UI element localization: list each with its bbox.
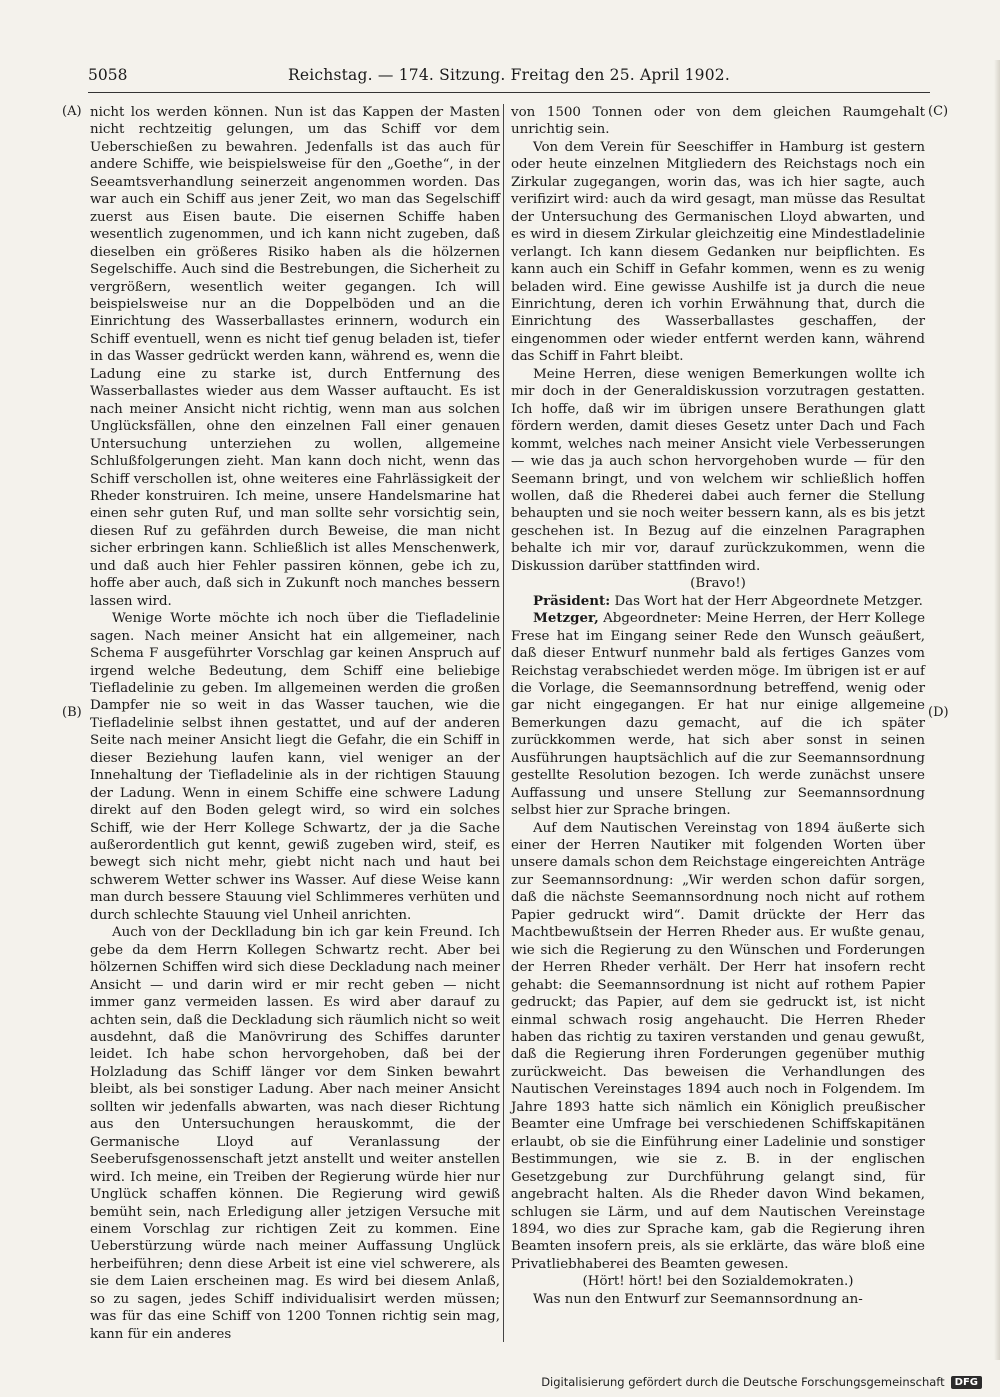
page-header [88, 66, 930, 88]
digitization-footer [541, 1375, 982, 1389]
speaker-name: Metzger, [533, 610, 599, 627]
paragraph-text: Auch von der Decklladung bin ich gar kein Freund. Ich gebe da dem Herrn Kollegen Schwartz recht. Aber bei hölzernen Schiffen wird sich diese Deckladung nach meiner Ansicht — und darin wird er mir recht geben — nicht immer ganz vermeiden lassen. Es wird aber darauf zu achten sein, daß die Deckladung sich räumlich nicht so weit ausdehnt, daß die Manövrirung des Schiffes darunter leidet. Ich habe schon hervorgehoben, daß bei der Holzladung das Schiff länger vor dem Sinken bewahrt bleibt, als bei sonstiger Ladung. Aber nach meiner Ansicht sollten wir jedenfalls abwarten, was nach dieser Richtung aus den Untersuchungen herauskommt, die der Germanische Lloyd auf Veranlassung der Seeberufsgenossenschaft jetzt anstellt und weiter anstellen wird. Ich meine, ein Treiben der Regierung würde hier nur Unglück schaffen können. Die Regierung wird gewiß bemüht sein, nach Erledigung aller jetzigen Versuche mit einem Vorschlag zur richtigen Zeit zu kommen. Eine Ueberstürzung würde nach meiner Auffassung Unglück herbeiführen; denn diese Arbeit ist eine viel schwerere, als sie dem Laien erscheinen mag. Es wird bei diesem Anlaß, so zu sagen, jedes Schiff individualisirt werden müssen; was für das eine Schiff von 1200 Tonnen richtig sein mag, kann für ein anderes [90, 925, 500, 1342]
speaker-name: Präsident: [533, 592, 611, 609]
paragraph [511, 820, 925, 1274]
paragraph-text: (Bravo!) [690, 576, 746, 592]
paragraph-text: Abgeordneter: Meine Herren, der Herr Kollege Frese hat im Eingang seiner Rede den Wunsch geäußert, daß dieser Entwurf nunmehr bald als fertiges Ganzes vom Reichstag verabschiedet werden möge. Im übrigen ist er auf die Vorlage, die Seemannsordnung betreffend, wenig oder gar nicht eingegangen. Er hat nur einige allgemeine Bemerkungen dazu gemacht, auf die ich später zurückkommen werde, hat sich aber sonst in seinen Ausführungen hauptsächlich auf die zur Seemannsordnung gestellte Resolution bezogen. Ich werde zunächst unsere Auffassung und unsere Stellung zur Seemannsordnung selbst hier zur Sprache bringen. [511, 611, 925, 819]
paragraph-text: (Hört! hört! bei den Sozialdemokraten.) [582, 1274, 854, 1290]
scan-edge [994, 60, 1000, 1360]
margin-mark-d: (D) [928, 705, 949, 720]
left-column [90, 104, 500, 1343]
speaker-paragraph [511, 610, 925, 819]
paragraph-text: Meine Herren, diese wenigen Bemerkungen wollte ich mir doch in der Generaldiskussion vorzutragen gestatten. Ich hoffe, daß wir im übrigen unsere Berathungen glatt fördern werden, damit dieses Gesetz unter Dach und Fach kommt, welches nach meiner Ansicht viele Verbesserungen — wie das ja auch schon hervorgehoben wurde — für den Seemann bringt, und von welchem wir schließlich hoffen wollen, daß die Rhederei dabei auch ferner die Stellung behaupten und sie noch weiter bessern kann, als es bis jetzt geschehen ist. In Bezug auf die einzelnen Paragraphen behalte ich mir vor, darauf zurückzukommen, wenn die Diskussion darüber stattfinden wird. [511, 366, 925, 574]
paragraph [511, 366, 925, 575]
margin-mark-a: (A) [62, 104, 82, 119]
header-rule [88, 92, 930, 93]
paragraph-text: nicht los werden können. Nun ist das Kappen der Masten nicht rechtzeitig gelungen, um das Schiff vor dem Ueberschießen zu bewahren. Jedenfalls ist das auch für andere Schiffe, wie beispielsweise für den „Goethe“, in der Seeamtsverhandlung seinerzeit angenommen worden. Das war auch ein Schiff aus jener Zeit, wo man das Segelschiff zuerst aus Eisen baute. Die eisernen Schiffe haben wesentlich zugenommen, und ich kann nicht zugeben, daß dieselben ein größeres Risiko haben als die hölzernen Segelschiffe. Auch sind die Bestrebungen, die Sicherheit zu vergrößern, wesentlich weiter gegangen. Ich will beispielsweise nur an die Doppelböden und an die Einrichtung des Wasserballastes erinnern, wodurch ein Schiff eventuell, wenn es nicht tief genug beladen ist, tiefer in das Wasser gedrückt werden kann, während es, wenn die Ladung eine zu starke ist, durch Entfernung des Wasserballastes wieder aus dem Wasser auftaucht. Es ist nach meiner Ansicht nicht richtig, wenn man aus solchen Unglücksfällen, ohne den einzelnen Fall einer genauen Untersuchung unterziehen zu wollen, allgemeine Schlußfolgerungen zieht. Man kann doch nicht, wenn das Schiff verschollen ist, ohne weiteres eine Fahrlässigkeit der Rheder konstruiren. Ich meine, unsere Handelsmarine hat einen sehr guten Ruf, und man sollte sehr vorsichtig sein, diesen Ruf zu gefährden durch Beweise, die man nicht sicher erbringen kann. Schließlich ist alles Menschenwerk, und daß auch hier Fehler passiren können, gebe ich zu, hoffe aber auch, daß sich in Zukunft noch manches bessern lassen wird. [90, 105, 500, 609]
paragraph-text: von 1500 Tonnen oder von dem gleichen Raumgehalt unrichtig sein. [511, 105, 925, 138]
paragraph [511, 104, 925, 139]
paragraph [90, 610, 500, 924]
page-number: 5058 [88, 66, 128, 84]
paragraph [511, 139, 925, 366]
paragraph-text: Das Wort hat der Herr Abgeordnete Metzger. [610, 593, 923, 609]
paragraph [511, 1273, 925, 1290]
paragraph-text: Wenige Worte möchte ich noch über die Tiefladelinie sagen. Nach meiner Ansicht hat ein allgemeiner, nach Schema F ausgeführter Vorschlag gar keinen Anspruch auf irgend welche Bedeutung, dem Schiff eine beliebige Tiefladelinie zu geben. Im allgemeinen werden die großen Dampfer nie so weit in das Wasser tauchen, wie die Tiefladelinie selbst ihnen gestattet, und auf der anderen Seite nach meiner Ansicht liegt die Gefahr, die ein Schiff in dieser Beziehung laufen kann, viel weniger an der Innehaltung der Tiefladelinie als in der richtigen Stauung der Ladung. Wenn in einem Schiffe eine schwere Ladung direkt auf den Boden gelegt wird, so wird ein solches Schiff, wie der Herr Kollege Schwartz, der ja die Sache außerordentlich gut kennt, gewiß zugeben wird, steif, es bewegt sich nicht mehr, giebt nicht nach und haut bei schwerem Wetter schwer ins Wasser. Auf diese Weise kann man durch bessere Stauung viel Schlimmeres verhüten und durch schlechte Stauung viel Unheil anrichten. [90, 611, 500, 923]
column-divider [503, 104, 504, 1342]
margin-mark-c: (C) [928, 104, 949, 119]
paragraph [90, 924, 500, 1343]
margin-mark-b: (B) [62, 705, 82, 720]
speaker-paragraph [511, 593, 925, 610]
paragraph [511, 575, 925, 592]
paragraph [90, 104, 500, 610]
paragraph [511, 1291, 925, 1308]
right-column [511, 104, 925, 1308]
dfg-logo: DFG [951, 1376, 982, 1389]
paragraph-text: Was nun den Entwurf zur Seemannsordnung an- [533, 1291, 863, 1307]
running-title: Reichstag. — 174. Sitzung. Freitag den 25. April 1902. [288, 66, 730, 84]
paragraph-text: Von dem Verein für Seeschiffer in Hamburg ist gestern oder heute einzelnen Mitgliedern des Reichstags noch ein Zirkular zugegangen, worin das, was ich hier sagte, auch verifizirt wird: auch da wird gesagt, man müsse das Resultat der Untersuchung des Germanischen Lloyd abwarten, und es wird in diesem Zirkular gleichzeitig eine Mindestladelinie verlangt. Ich kann diesem Gedanken nur beipflichten. Es kann auch ein Schiff in Gefahr kommen, wenn es zu wenig beladen wird. Eine gewisse Aushilfe ist ja durch die neue Einrichtung, deren ich vorhin Erwähnung that, durch die Einrichtung des Wasserballastes geschaffen, der eingenommen oder wieder entfernt werden kann, während das Schiff in Fahrt bleibt. [511, 139, 925, 365]
paragraph-text: Auf dem Nautischen Vereinstag von 1894 äußerte sich einer der Herren Nautiker mit folgenden Worten über unsere damals schon dem Reichstage eingereichten Anträge zur Seemannsordnung: „Wir werden schon dafür sorgen, daß die nächste Seemannsordnung noch nicht auf rothem Papier gedruckt wird“. Damit drückte der Herr das Machtbewußtsein der Herren Rheder aus. Er wußte genau, wie sich die Regierung zu den Wünschen und Forderungen der Herren Rheder verhält. Der Herr hat insofern recht gehabt: die Seemannsordnung ist nicht auf rothem Papier gedruckt; das Papier, auf dem sie gedruckt ist, ist nicht einmal schwach rosig angehaucht. Die Herren Rheder haben das richtig zu taxiren verstanden und genau gewußt, daß die Regierung ihren Forderungen gegenüber muthig zurückweicht. Das beweisen die Verhandlungen des Nautischen Vereinstages 1894 auch noch in Folgendem. Im Jahre 1893 hatte sich nämlich ein Königlich preußischer Beamter eine Umfrage bei verschiedenen Schiffskapitänen erlaubt, ob sie die Einführung einer Ladelinie und sonstiger Bestimmungen, wie sie z. B. in der englischen Gesetzgebung zur Durchführung gelangt sind, für angebracht halten. Als die Rheder davon Wind bekamen, schlugen sie Lärm, und auf dem Nautischen Vereinstage 1894, wo dies zur Sprache kam, gab die Regierung ihren Beamten insofern preis, als sie erklärte, das wäre bloß eine Privatliebhaberei des Beamten gewesen. [511, 820, 925, 1272]
footer-text: Digitalisierung gefördert durch die Deutsche Forschungsgemeinschaft [541, 1375, 945, 1389]
